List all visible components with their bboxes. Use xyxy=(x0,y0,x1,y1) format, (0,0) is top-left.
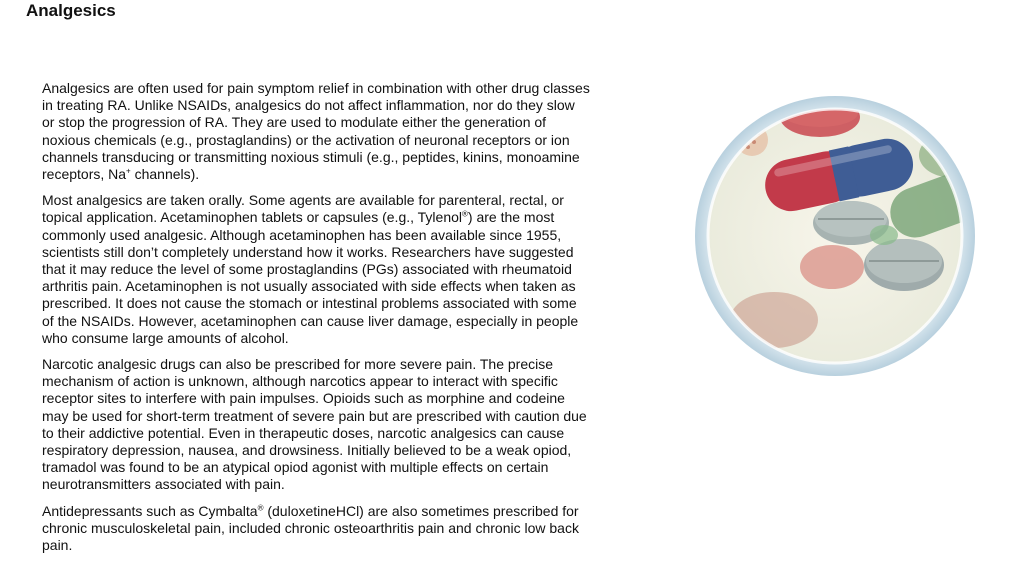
superscript: + xyxy=(126,166,131,176)
paragraph-text: (duloxetineHCl) are also sometimes prescribed for chronic musculoskeletal pain, included chronic osteoarthritis pain and chronic low back pain. xyxy=(42,502,579,554)
superscript: ® xyxy=(257,503,264,513)
paragraph xyxy=(42,192,590,347)
article-body xyxy=(42,80,590,563)
paragraph xyxy=(42,80,590,183)
paragraph-text: ) are the most commonly used analgesic. Although acetaminophen has been available since 1955, scientists still don’t completely understand how it works. Researchers have suggested that it may reduce the level of some prostaglandins (PGs) associated with rheumatoid arthritis pain. Acetaminophen is not usually associated with side effects when taken as prescribed. It does not cause the stomach or intestinal problems associated with some of the NSAIDs. However, acetaminophen can cause liver damage, especially in people who consume large amounts of alcohol. xyxy=(42,209,579,346)
paragraph-text: Analgesics are often used for pain symptom relief in combination with other drug classes in treating RA. Unlike NSAIDs, analgesics do not affect inflammation, nor do they slow or stop the progression of RA. They are used to modulate either the generation of noxious chemicals (e.g., prostaglandins) or the activation of neuronal receptors or ion channels transducing or transmitting noxious stimuli (e.g., peptides, kinins, monoamine receptors, Na xyxy=(42,80,590,183)
paragraph xyxy=(42,503,590,555)
paragraph-text: channels). xyxy=(130,166,200,183)
paragraph: Narcotic analgesic drugs can also be prescribed for more severe pain. The precise mechanism of action is unknown, although narcotics appear to interact with specific receptor sites to interfere with pain impulses. Opioids such as morphine and codeine may be used for short-term treatment of severe pain but are prescribed with caution due to their addictive potential. Even in therapeutic doses, narcotic analgesics can cause respiratory depression, nausea, and drowsiness. Initially believed to be a weak opiod, tramadol was found to be an atypical opiod agonist with multiple effects on certain neurotransmitters associated with pain. xyxy=(42,356,587,493)
pills-photo-icon xyxy=(694,95,976,377)
paragraph-text: Most analgesics are taken orally. Some agents are available for parenteral, rectal, or topical application. Acetaminophen tablets or capsules (e.g., Tylenol xyxy=(42,192,564,226)
paragraph-text: Antidepressants such as Cymbalta xyxy=(42,502,258,519)
superscript: ® xyxy=(462,209,468,219)
page-title: Analgesics xyxy=(26,1,116,20)
